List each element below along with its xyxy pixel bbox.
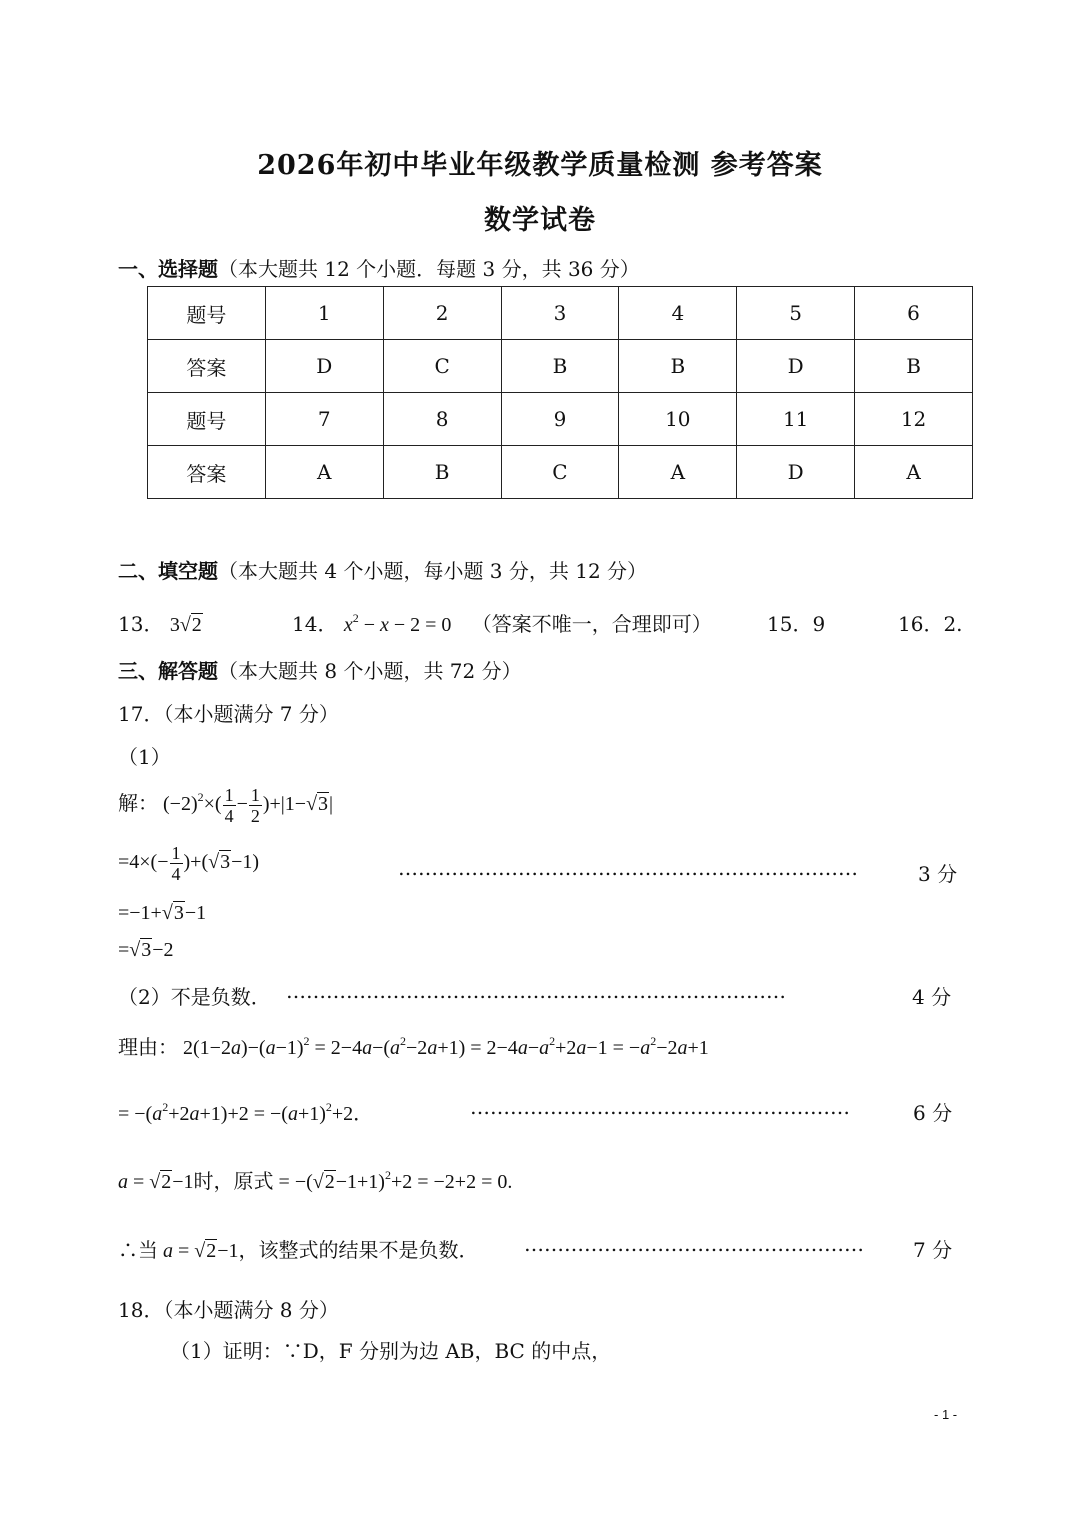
section-3-heading [118, 655, 522, 684]
score-leader-3: …………………………………………………………… [398, 856, 858, 880]
page-subtitle: 数学试卷 [484, 205, 596, 236]
page-title: 2026年初中毕业年级教学质量检测 参考答案 [257, 150, 823, 181]
solve-label: 解： [118, 793, 158, 816]
answer-table-cell: 9 [501, 393, 619, 446]
section-2-label: 二、填空题 [118, 559, 218, 583]
answer-table-cell: 5 [737, 287, 855, 340]
answer-15: 15．9 [767, 612, 826, 636]
answer-13: 13． 3√2 [118, 612, 202, 636]
answer-table-cell: A [265, 446, 383, 499]
section-1-heading [118, 253, 640, 282]
answer-table-row [148, 446, 973, 499]
answer-table-cell: 2 [383, 287, 501, 340]
answer-table-cell: 11 [737, 393, 855, 446]
page-number: - 1 - [934, 1407, 958, 1422]
answer-table-row-header: 答案 [148, 340, 266, 393]
score-leader-4: ………………………………………………………………… [286, 979, 786, 1003]
q17-reason-2: = $-(a^2+2a+1)+2 = -(a+1)^2+2$． [118, 1100, 374, 1125]
q13-label: 13． [118, 612, 164, 636]
answer-table-cell: C [501, 446, 619, 499]
answer-table-cell: B [855, 340, 973, 393]
answer-table-cell: 4 [619, 287, 737, 340]
answer-table-cell: 7 [265, 393, 383, 446]
answer-table-cell: D [737, 340, 855, 393]
answer-table-cell: 1 [265, 287, 383, 340]
answer-table-cell: 6 [855, 287, 973, 340]
answer-table-row [148, 287, 973, 340]
answer-table-row [148, 340, 973, 393]
section-3-note: （本大题共 8 个小题，共 72 分） [218, 659, 522, 683]
q18-proof: （1）证明：∵D，F 分别为边 AB，BC 的中点， [170, 1339, 612, 1363]
answer-table-row-header: 题号 [148, 393, 266, 446]
q17-step-3: =√3−2 [118, 939, 174, 961]
score-4: 4 分 [912, 985, 952, 1009]
answer-table-cell: 12 [855, 393, 973, 446]
section-3-label: 三、解答题 [118, 659, 218, 683]
q17-part1: （1） [118, 745, 171, 769]
score-6: 6 分 [913, 1101, 953, 1125]
score-3: 3 分 [918, 862, 958, 886]
q17-part2: （2）不是负数． [118, 985, 271, 1009]
answer-table-cell: D [737, 446, 855, 499]
q18-title: 18．（本小题满分 8 分） [118, 1298, 339, 1322]
answer-table-cell: 3 [501, 287, 619, 340]
answer-table [147, 286, 973, 499]
reason-label: 理由： [118, 1037, 178, 1059]
q14-label: 14． [292, 612, 338, 636]
score-leader-6: ………………………………………………… [470, 1095, 850, 1119]
answer-table-row [148, 393, 973, 446]
therefore-suffix: ，该整式的结果不是负数． [238, 1240, 479, 1262]
score-leader-7: …………………………………………… [524, 1232, 864, 1256]
answer-table-cell: 10 [619, 393, 737, 446]
answer-table-cell: B [501, 340, 619, 393]
answer-table-cell: B [619, 340, 737, 393]
q17-substitution: a = √2−1时，原式 = $-(√2-1+1)^2+2 = -2+2 = 0$. [118, 1168, 513, 1193]
q14-equation: $x^2 - x - 2 = 0$ [343, 611, 452, 636]
answer-table-cell: A [855, 446, 973, 499]
score-7: 7 分 [913, 1238, 953, 1262]
when-text: 时，原式 [193, 1171, 274, 1193]
q17-step-2: =−1+√3−1 [118, 902, 207, 924]
q13-coef: 3 [169, 614, 180, 636]
section-1-note: （本大题共 12 个小题．每题 3 分，共 36 分） [218, 257, 640, 281]
q17-reason: 理由： $2(1-2a)-(a-1)^2 = 2-4a-(a^2-2a+1) = 2-4a-a^2+2a-1 = -a^2-2a+1$ [118, 1034, 709, 1059]
q14-note: （答案不唯一，合理即可） [471, 612, 712, 636]
q17-expression: 解： $(-2)^2\times$( $\frac{1}{4}$ − $\frac{1}{2}$ )+|1−√3| [118, 785, 334, 826]
section-1-label: 一、选择题 [118, 257, 218, 281]
answer-table-cell: C [383, 340, 501, 393]
section-2-heading [118, 555, 647, 584]
q17-title: 17．（本小题满分 7 分） [118, 702, 339, 726]
answer-table-row-header: 题号 [148, 287, 266, 340]
therefore-prefix: ∴当 [118, 1240, 158, 1262]
q17-step-1: =4×(− $\frac{1}{4}$ )+(√3−1) [118, 843, 260, 884]
answer-table-row-header: 答案 [148, 446, 266, 499]
answer-table-cell: 8 [383, 393, 501, 446]
answer-16: 16．2. [898, 612, 963, 636]
section-2-note: （本大题共 4 个小题，每小题 3 分，共 12 分） [218, 559, 648, 583]
q13-radicand: 2 [191, 614, 202, 636]
answer-table-cell: B [383, 446, 501, 499]
q17-conclusion: ∴当 a = √2−1，该整式的结果不是负数． [118, 1240, 479, 1262]
answer-table-cell: A [619, 446, 737, 499]
answer-table-cell: D [265, 340, 383, 393]
answer-14 [292, 608, 712, 637]
